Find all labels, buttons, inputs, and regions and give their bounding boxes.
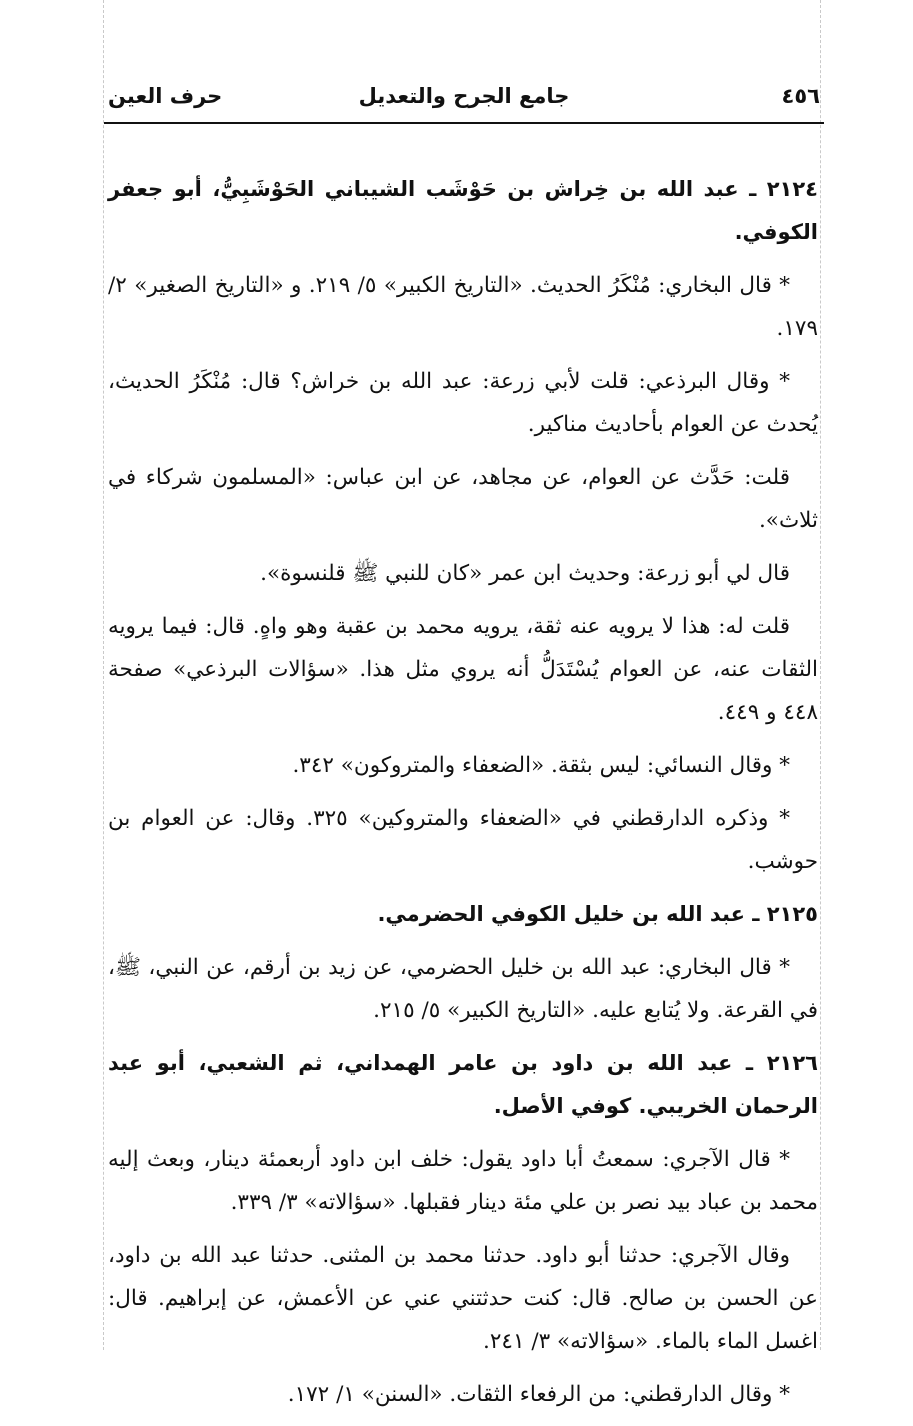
entry-paragraph: قال لي أبو زرعة: وحديث ابن عمر «كان للنبي ﷺ قلنسوة». — [260, 561, 790, 586]
entry-paragraph: * وذكره الدارقطني في «الضعفاء والمتروكين» ٣٢٥. وقال: عن العوام بن حوشب. — [108, 806, 818, 874]
entry-paragraph: * وقال الدارقطني: من الرفعاء الثقات. «السنن» ١/ ١٧٢. — [287, 1382, 790, 1407]
chapter-title: حرف العين — [108, 84, 223, 108]
entry-paragraph: * وقال النسائي: ليس بثقة. «الضعفاء والمتروكون» ٣٤٢. — [292, 753, 790, 778]
entry-paragraph: وقال الآجري: حدثنا أبو داود. حدثنا محمد بن المثنى. حدثنا عبد الله بن داود، عن الحسن بن صالح. قال: كنت حدثتني عني عن الأعمش، عن إبراهيم. قال: اغسل الماء بالماء. «سؤالاته» ٣/ ٢٤١. — [108, 1243, 818, 1354]
entry-paragraph: * وقال البرذعي: قلت لأبي زرعة: عبد الله بن خراش؟ قال: مُنْكَرُ الحديث، يُحدث عن العوام بأحاديث مناكير. — [108, 369, 818, 437]
page-body — [108, 168, 818, 1426]
header-rule — [104, 122, 824, 124]
entry-heading: ٢١٢٦ ـ عبد الله بن داود بن عامر الهمداني، ثم الشعبي، أبو عبد الرحمان الخريبي. كوفي الأصل. — [108, 1051, 818, 1118]
margin-guide-line — [820, 0, 821, 1350]
entry-paragraph: * قال البخاري: عبد الله بن خليل الحضرمي، عن زيد بن أرقم، عن النبي، ﷺ، في القرعة. ولا يُتابع عليه. «التاريخ الكبير» ٥/ ٢١٥. — [108, 955, 818, 1023]
margin-guide-line — [103, 0, 104, 1350]
book-title: جامع الجرح والتعديل — [358, 84, 570, 108]
entry-paragraph: * قال الآجري: سمعتُ أبا داود يقول: خلف ابن داود أربعمئة دينار، وبعث إليه محمد بن عباد بيد نصر بن علي مئة دينار فقبلها. «سؤالاته» ٣/ ٣٣٩. — [108, 1147, 818, 1215]
running-header — [108, 80, 820, 122]
entry-paragraph: قلت له: هذا لا يرويه عنه ثقة، يرويه محمد بن عقبة وهو واهٍ. قال: فيما يرويه الثقات عنه، عن العوام يُسْتَدَلُّ أنه يروي مثل هذا. «سؤالات البرذعي» صفحة ٤٤٨ و ٤٤٩. — [108, 614, 818, 725]
entry-heading: ٢١٢٤ ـ عبد الله بن خِراش بن حَوْشَب الشيباني الحَوْشَبِيُّ، أبو جعفر الكوفي. — [108, 177, 818, 244]
page-number: ٤٥٦ — [781, 84, 820, 108]
entry-paragraph: * قال البخاري: مُنْكَرُ الحديث. «التاريخ الكبير» ٥/ ٢١٩. و «التاريخ الصغير» ٢/ ١٧٩. — [108, 273, 818, 341]
entry-heading: ٢١٢٥ ـ عبد الله بن خليل الكوفي الحضرمي. — [377, 902, 818, 926]
entry-paragraph: قلت: حَدَّث عن العوام، عن مجاهد، عن ابن عباس: «المسلمون شركاء في ثلاث». — [108, 465, 818, 533]
